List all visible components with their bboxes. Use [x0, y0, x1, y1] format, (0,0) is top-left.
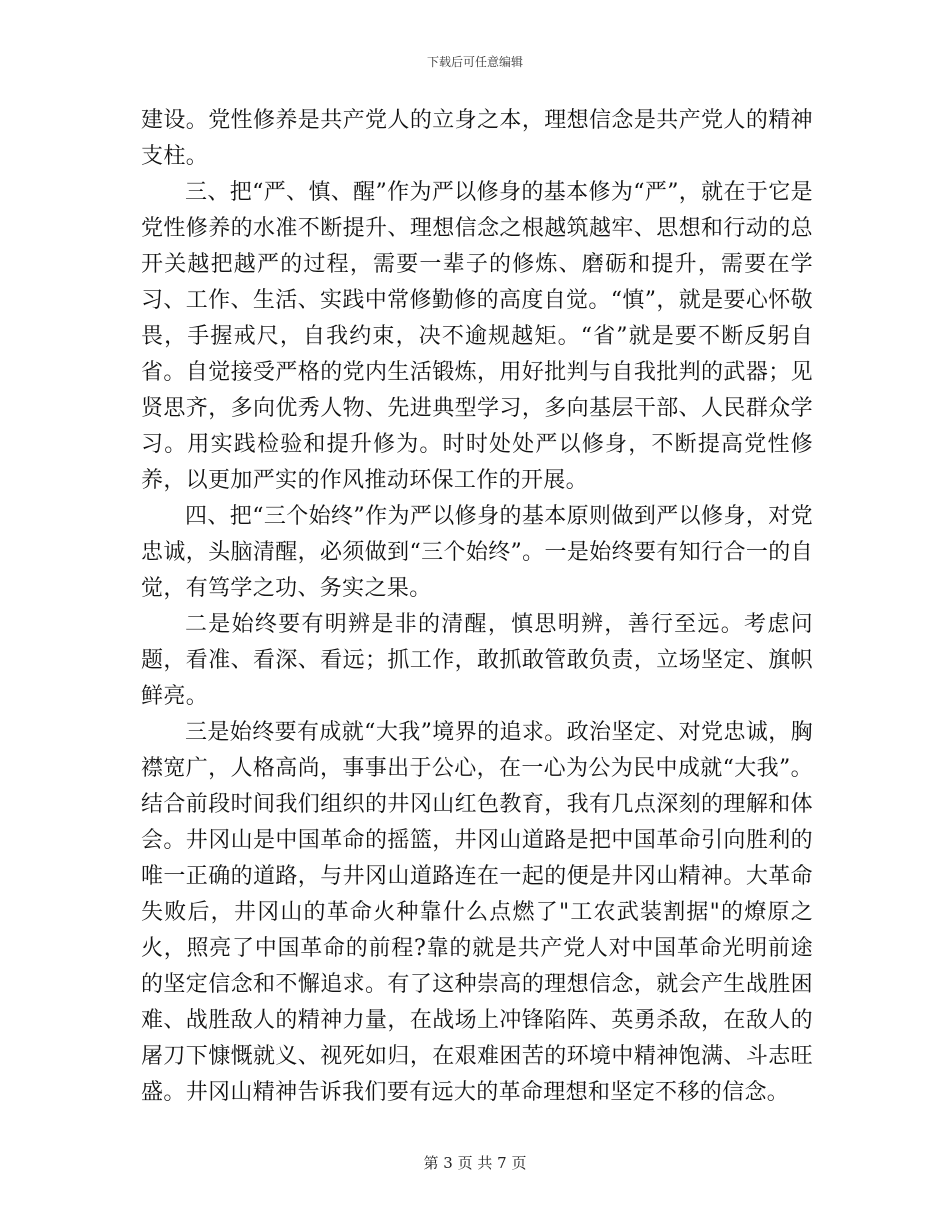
body-paragraph: 三、把“严、慎、醒”作为严以修身的基本修为“严”，就在于它是党性修养的水准不断提升、理想信念之根越筑越牢、思想和行动的总开关越把越严的过程，需要一辈子的修炼、磨砺和提升，需要在学习、工作、生活、实践中常修勤修的高度自觉。“慎”，就是要心怀敬畏，手握戒尺，自我约束，决不逾规越矩。“省”就是要不断反躬自省。自觉接受严格的党内生活锻炼，用好批判与自我批判的武器；见贤思齐，多向优秀人物、先进典型学习，多向基层干部、人民群众学习。用实践检验和提升修为。时时处处严以修身，不断提高党性修养，以更加严实的作风推动环保工作的开展。 [141, 180, 813, 493]
body-paragraph: 建设。党性修养是共产党人的立身之本，理想信念是共产党人的精神支柱。 [141, 108, 813, 169]
body-paragraph: 三是始终要有成就“大我”境界的追求。政治坚定、对党忠诚，胸襟宽广，人格高尚，事事出于公心，在一心为公为民中成就“大我”。结合前段时间我们组织的井冈山红色教育，我有几点深刻的理解和体会。井冈山是中国革命的摇篮，井冈山道路是把中国革命引向胜利的唯一正确的道路，与井冈山道路连在一起的便是井冈山精神。大革命失败后，井冈山的革命火种靠什么点燃了"工农武装割据"的燎原之火，照亮了中国革命的前程?靠的就是共产党人对中国革命光明前途的坚定信念和不懈追求。有了这种崇高的理想信念，就会产生战胜困难、战胜敌人的精神力量，在战场上冲锋陷阵、英勇杀敌，在敌人的屠刀下慷慨就义、视死如归，在艰难困苦的环境中精神饱满、斗志旺盛。井冈山精神告诉我们要有远大的革命理想和坚定不移的信念。 [141, 720, 813, 1105]
page-header: 下载后可任意编辑 [426, 55, 523, 69]
body-paragraph: 四、把“三个始终”作为严以修身的基本原则做到严以修身，对党忠诚，头脑清醒，必须做到“三个始终”。一是始终要有知行合一的自觉，有笃学之功、务实之果。 [141, 504, 813, 601]
document-body [141, 103, 813, 1111]
body-paragraph: 二是始终要有明辨是非的清醒，慎思明辨，善行至远。考虑问题，看准、看深、看远；抓工作，敢抓敢管敢负责，立场坚定、旗帜鲜亮。 [141, 612, 813, 709]
page-number-footer: 第 3 页 共 7 页 [423, 1154, 527, 1172]
